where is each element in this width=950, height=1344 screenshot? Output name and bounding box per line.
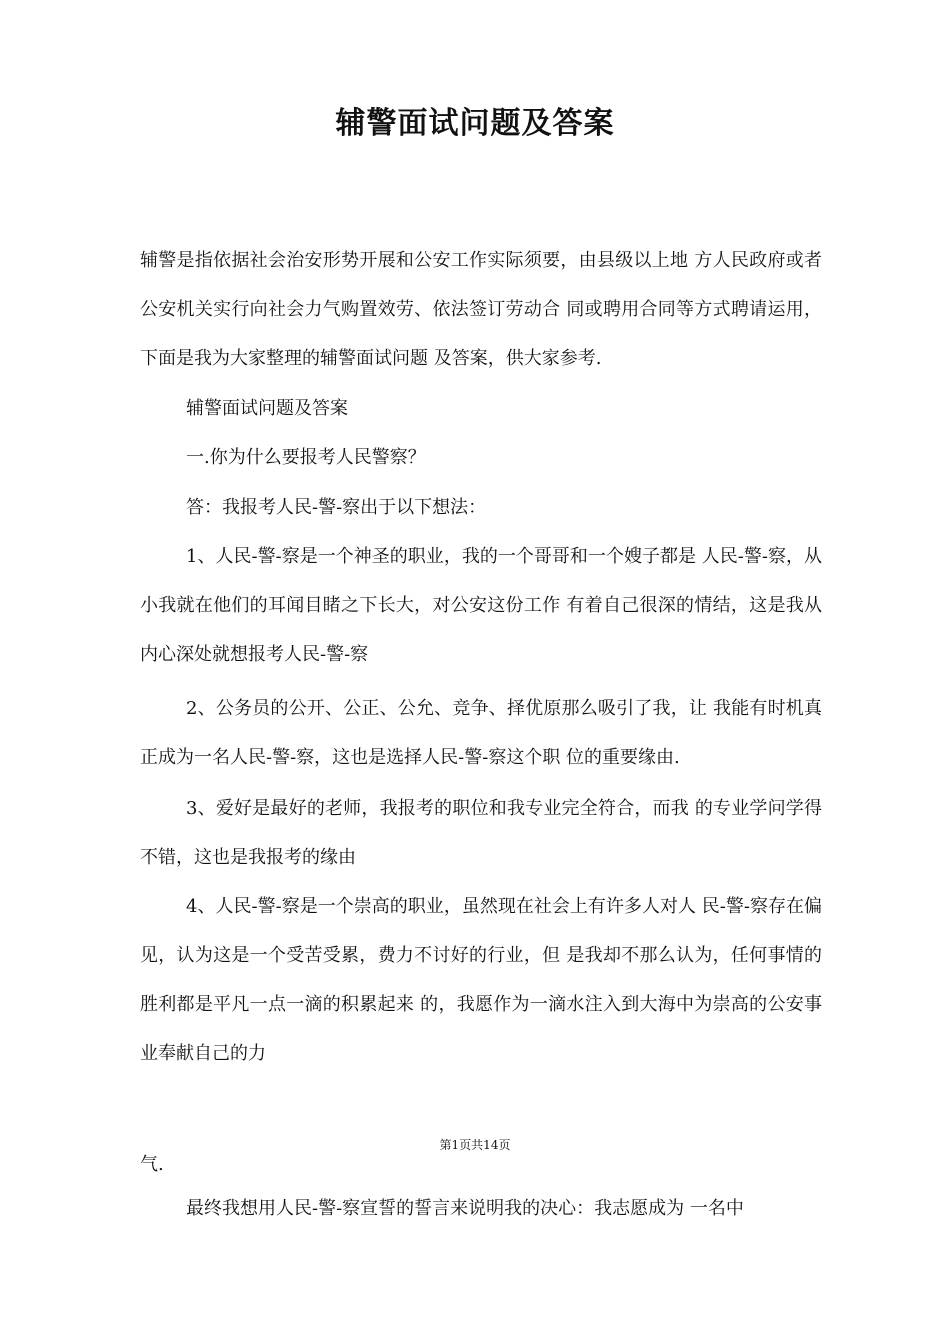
answer-point-1: 1、人民-警-察是一个神圣的职业，我的一个哥哥和一个嫂子都是 人民-警-察，从小我就在他们的耳闻目睹之下长大，对公安这份工作 有着自己很深的情结，这是我从内心深处就想报考人民-警-察 <box>140 546 822 665</box>
intro-paragraph: 辅警是指依据社会治安形势开展和公安工作实际须要，由县级以上地 方人民政府或者公安机关实行向社会力气购置效劳、依法签订劳动合 同或聘用合同等方式聘请运用，下面是我为大家整理的辅警面试问题 及答案，供大家参考. <box>140 250 822 369</box>
page-footer: 第1页共14页 <box>439 1138 511 1152</box>
question-1: 一.你为什么要报考人民警察？ <box>186 447 426 468</box>
answer-point-2: 2、公务员的公开、公正、公允、竞争、择优原那么吸引了我，让 我能有时机真正成为一名人民-警-察，这也是选择人民-警-察这个职 位的重要缘由. <box>140 698 822 768</box>
document-title: 辅警面试问题及答案 <box>335 106 615 141</box>
answer-point-3: 3、爱好是最好的老师，我报考的职位和我专业完全符合，而我 的专业学问学得不错，这也是我报考的缘由 <box>140 798 822 868</box>
answer-point-4: 4、人民-警-察是一个崇高的职业，虽然现在社会上有许多人对人 民-警-察存在偏见，认为这是一个受苦受累，费力不讨好的行业，但 是我却不那么认为，任何事情的胜利都是平凡一点一滴的积累起来 的，我愿作为一滴水注入到大海中为崇高的公安事业奉献自己的力 <box>140 896 822 1064</box>
closing-paragraph: 最终我想用人民-警-察宣誓的誓言来说明我的决心：我志愿成为 一名中 <box>186 1198 744 1219</box>
section-heading: 辅警面试问题及答案 <box>186 398 348 419</box>
answer-intro: 答：我报考人民-警-察出于以下想法： <box>186 497 487 518</box>
continued-text: 气. <box>140 1154 164 1175</box>
